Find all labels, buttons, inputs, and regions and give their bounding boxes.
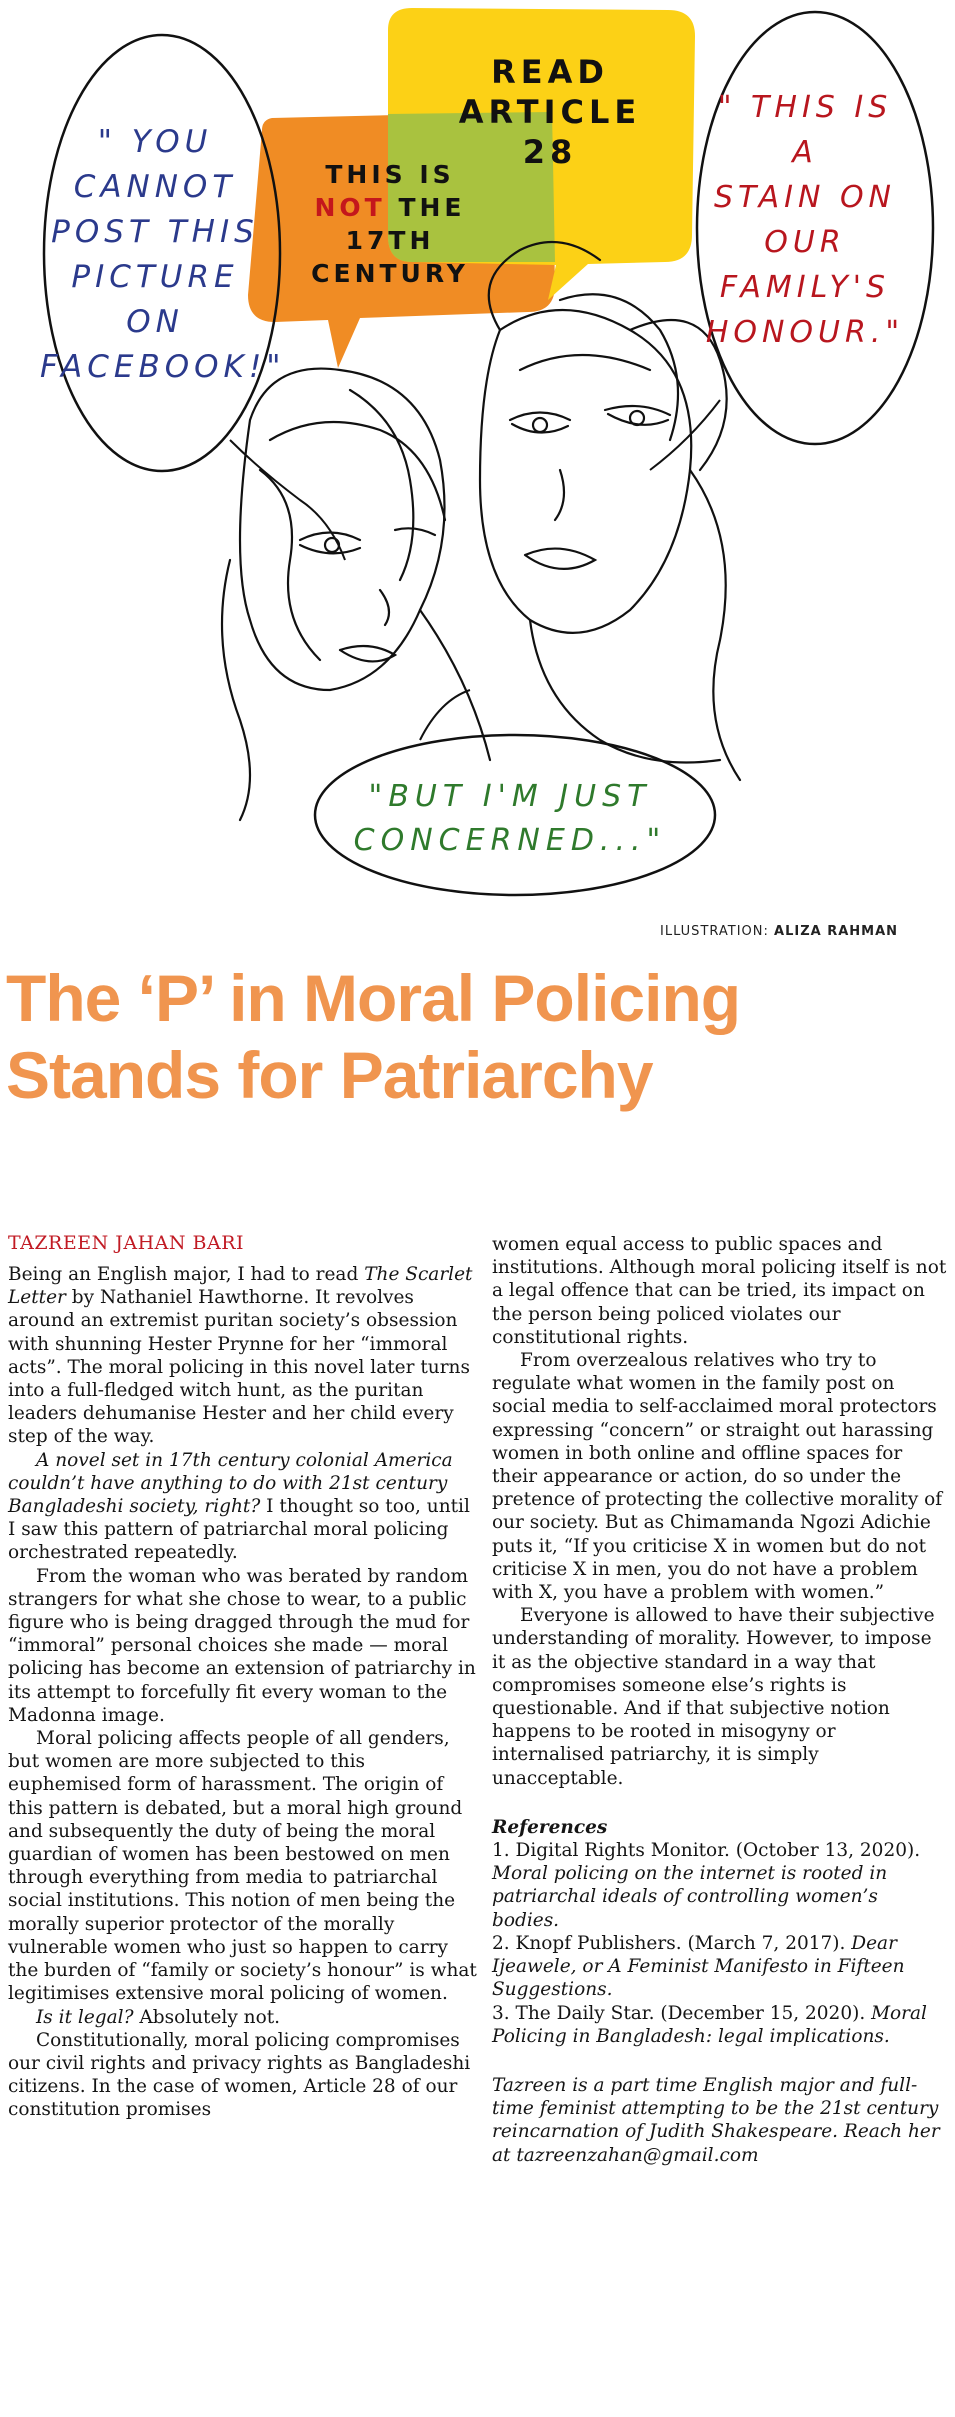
paragraph-6-continued: women equal access to public spaces and institutions. Although moral policing itself is not a legal offence that can be tried, its impact on the person being policed violates our constitutional rights. [492,1234,947,1348]
author-byline: TAZREEN JAHAN BARI [8,1232,245,1254]
paragraph-7: From overzealous relatives who try to regulate what women in the family post on social media to self-acclaimed moral protectors expressing “concern” or straight out harassing women in both online and offline spaces for their appearance or action, do so under the pretence of protecting the collective morality of our society. But as Chimamanda Ngozi Adichie puts it, “If you criticise X in women but do not criticise X in men, you do not have a problem with X, you have a problem with women.” [492,1350,943,1604]
concerned-quote-text: "BUT I'M JUST CONCERNED..." [353,779,667,858]
left-face-lineart [222,369,490,820]
facebook-quote-text: " YOU CANNOT POST THIS PICTURE ON FACEBOOK!" [40,124,286,385]
reference-1: 1. Digital Rights Monitor. (October 13, 2020). Moral policing on the internet is rooted in patriarchal ideals of controlling women’s bodies. [492,1840,921,1931]
not-17th-century-text: THIS IS NOT THE 17TH CENTURY [311,160,469,288]
paragraph-3: From the woman who was berated by random strangers for what she chose to wear, to a public figure who is being dragged through the mud for “immoral” personal choices she made — moral policing has become an extension of patriarchy in its attempt to forcefully fit every woman to the Madonna image. [8,1565,476,1726]
article-column-left [8,1263,478,2122]
headline-line-2: Stands for Patriarchy [6,1038,653,1112]
article-headline [6,960,951,1114]
paragraph-2: A novel set in 17th century colonial America couldn’t have anything to do with 21st century Bangladeshi society, right? I thought so too, until I saw this pattern of patriarchal moral policing orchestrated repeatedly. [8,1449,470,1564]
reference-2: 2. Knopf Publishers. (March 7, 2017). Dear Ijeawele, or A Feminist Manifesto in Fifteen Suggestions. [492,1932,905,2001]
paragraph-6: Constitutionally, moral policing compromises our civil rights and privacy rights as Bangladeshi citizens. In the case of women, Article 28 of our constitution promises [8,2029,471,2121]
paragraph-5: Is it legal? Absolutely not. [36,2006,281,2028]
family-honour-quote-text: " THIS IS A STAIN ON OUR FAMILY'S HONOUR." [705,90,905,350]
read-article-28-text: READ ARTICLE 28 [458,53,642,171]
illustration [0,0,955,920]
illustration-credit: ILLUSTRATION: ALIZA RAHMAN [660,924,899,939]
paragraph-8: Everyone is allowed to have their subjective understanding of morality. However, to impose it as the objective standard in a way that compromises someone else’s rights is questionable. And if that subjective notion happens to be rooted in misogyny or internalised patriarchy, it is simply unacceptable. [492,1605,935,1789]
article-column-right [492,1233,948,2167]
paragraph-1: Being an English major, I had to read The Scarlet Letter by Nathaniel Hawthorne. It revolves around an extremist puritan society’s obsession with shunning Hester Prynne for her “immoral acts”. The moral policing in this novel later turns into a full-fledged witch hunt, as the puritan leaders dehumanise Hester and her child every step of the way. [8,1264,473,1448]
paragraph-4: Moral policing affects people of all genders, but women are more subjected to this euphemised form of harassment. The origin of this pattern is debated, but a moral high ground and subsequently the duty of being the moral guardian of women has been bestowed on men through everything from media to patriarchal social institutions. This notion of men being the morally superior protector of the morally vulnerable women who just so happen to carry the burden of “family or society’s honour” is what legitimises extensive moral policing of women. [8,1728,477,2005]
reference-3: 3. The Daily Star. (December 15, 2020). Moral Policing in Bangladesh: legal implications. [492,2002,927,2047]
author-bio: Tazreen is a part time English major and full-time feminist attempting to be the 21st century reincarnation of Judith Shakespeare. Reach her at tazreenzahan@gmail.com [492,2074,940,2166]
headline-line-1: The ‘P’ in Moral Policing [6,961,741,1035]
references-heading: References [492,1816,608,1838]
